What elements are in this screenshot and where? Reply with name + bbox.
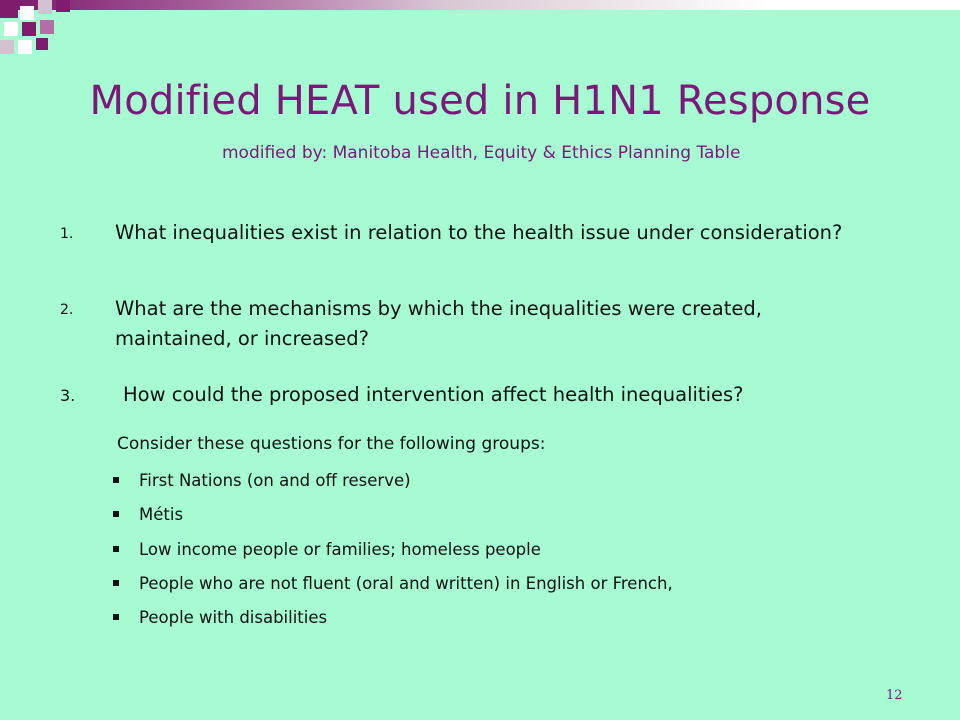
question-number: 1.	[60, 226, 74, 242]
list-item	[113, 608, 327, 627]
bullet-square-icon	[113, 614, 119, 620]
bullet-square-icon	[113, 511, 119, 517]
decor-square	[0, 0, 18, 18]
decor-square	[56, 0, 70, 12]
decor-square	[40, 20, 54, 34]
decor-square	[38, 0, 52, 14]
bullet-square-icon	[113, 580, 119, 586]
decor-square	[18, 40, 32, 54]
decor-square	[20, 6, 34, 20]
decor-square	[4, 22, 18, 36]
question-text: How could the proposed intervention affect health inequalities?	[123, 383, 744, 406]
list-item	[113, 574, 673, 593]
decor-square	[0, 40, 14, 54]
question-text: What are the mechanisms by which the inequalities were created, maintained, or increased?	[115, 297, 762, 350]
list-item	[113, 540, 541, 559]
top-gradient-bar	[18, 0, 960, 10]
decor-square	[36, 38, 48, 50]
consider-intro: Consider these questions for the following groups:	[117, 434, 546, 454]
bullet-square-icon	[113, 477, 119, 483]
group-label: Métis	[139, 505, 184, 524]
bullet-square-icon	[113, 546, 119, 552]
question-text: What inequalities exist in relation to the health issue under consideration?	[115, 221, 843, 244]
question-number: 2.	[60, 302, 74, 318]
slide-title: Modified HEAT used in H1N1 Response	[89, 78, 871, 124]
list-item	[113, 471, 411, 490]
list-item	[113, 505, 183, 524]
group-label: People with disabilities	[139, 608, 328, 627]
group-label: People who are not fluent (oral and written) in English or French,	[139, 574, 673, 593]
group-label: Low income people or families; homeless people	[139, 540, 541, 559]
group-label: First Nations (on and off reserve)	[139, 471, 411, 490]
question-number: 3.	[60, 386, 76, 405]
slide-subtitle: modified by: Manitoba Health, Equity & Ethics Planning Table	[222, 143, 741, 163]
decor-square	[22, 22, 36, 36]
page-number: 12	[886, 688, 903, 703]
